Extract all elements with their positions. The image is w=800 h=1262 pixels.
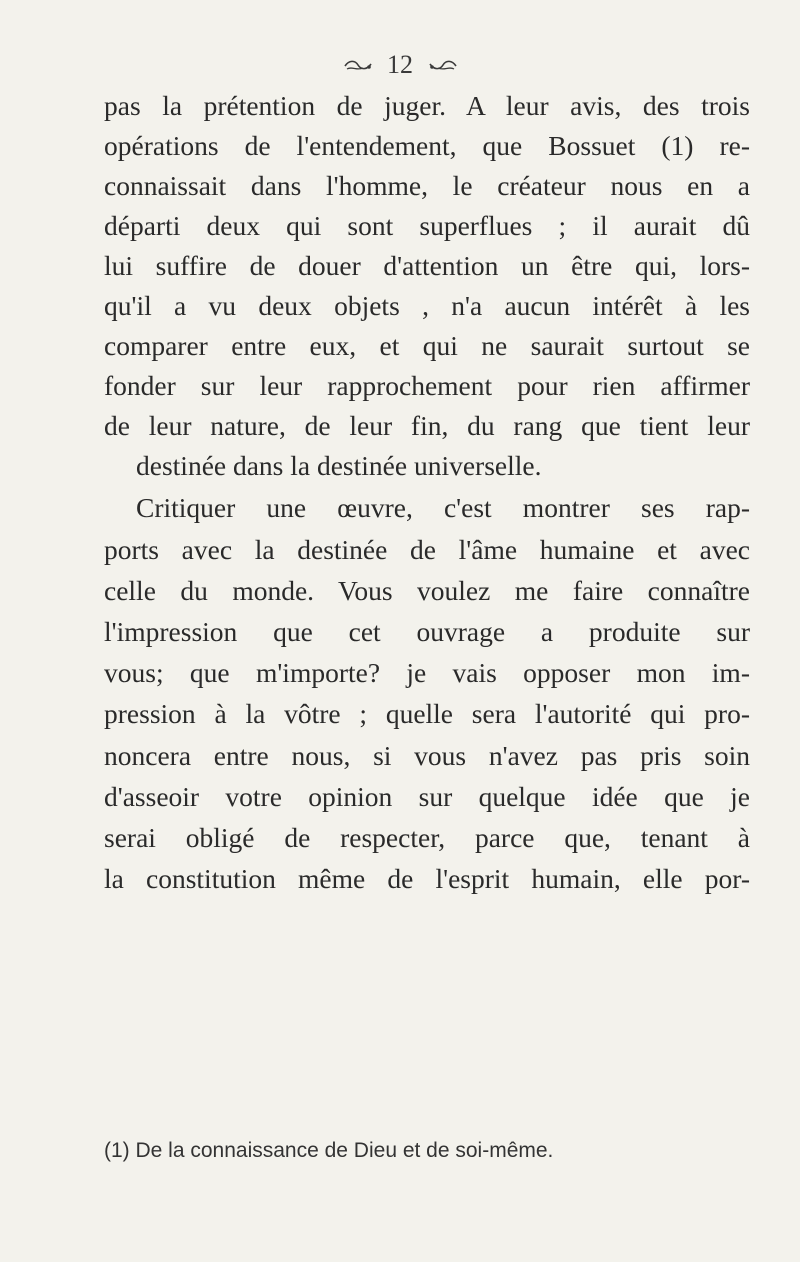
text-line: fonder sur leur rapprochement pour rien affirmer (104, 370, 750, 401)
ornament-right-icon (428, 57, 458, 73)
page-header (0, 48, 800, 80)
text-line: celle du monde. Vous voulez me faire connaître (104, 575, 750, 606)
text-line: pression à la vôtre ; quelle sera l'autorité qui pro- (104, 698, 750, 729)
text-line: la constitution même de l'esprit humain, elle por- (104, 863, 750, 894)
text-line: l'impression que cet ouvrage a produite sur (104, 616, 750, 647)
page-number: 12 (387, 50, 413, 80)
ornament-left-icon (343, 57, 373, 73)
text-line: qu'il a vu deux objets , n'a aucun intérêt à les (104, 290, 750, 321)
text-line: de leur nature, de leur fin, du rang que tient leur (104, 410, 750, 441)
paragraph-start-line: Critiquer une œuvre, c'est montrer ses rap- (136, 492, 750, 523)
text-line: destinée dans la destinée universelle. (136, 450, 542, 481)
text-line: connaissait dans l'homme, le créateur nous en a (104, 170, 750, 201)
text-line: vous; que m'importe? je vais opposer mon im- (104, 657, 750, 688)
text-line: opérations de l'entendement, que Bossuet (1) re- (104, 130, 750, 161)
text-line: noncera entre nous, si vous n'avez pas pris soin (104, 740, 750, 771)
text-line: ports avec la destinée de l'âme humaine et avec (104, 534, 750, 565)
text-line: comparer entre eux, et qui ne saurait surtout se (104, 330, 750, 361)
text-line: lui suffire de douer d'attention un être qui, lors- (104, 250, 750, 281)
text-line: départi deux qui sont superflues ; il aurait dû (104, 210, 750, 241)
text-line: serai obligé de respecter, parce que, tenant à (104, 822, 750, 853)
footnote: (1) De la connaissance de Dieu et de soi-même. (104, 1139, 554, 1162)
text-line: d'asseoir votre opinion sur quelque idée que je (104, 781, 750, 812)
text-line: pas la prétention de juger. A leur avis, des trois (104, 90, 750, 121)
